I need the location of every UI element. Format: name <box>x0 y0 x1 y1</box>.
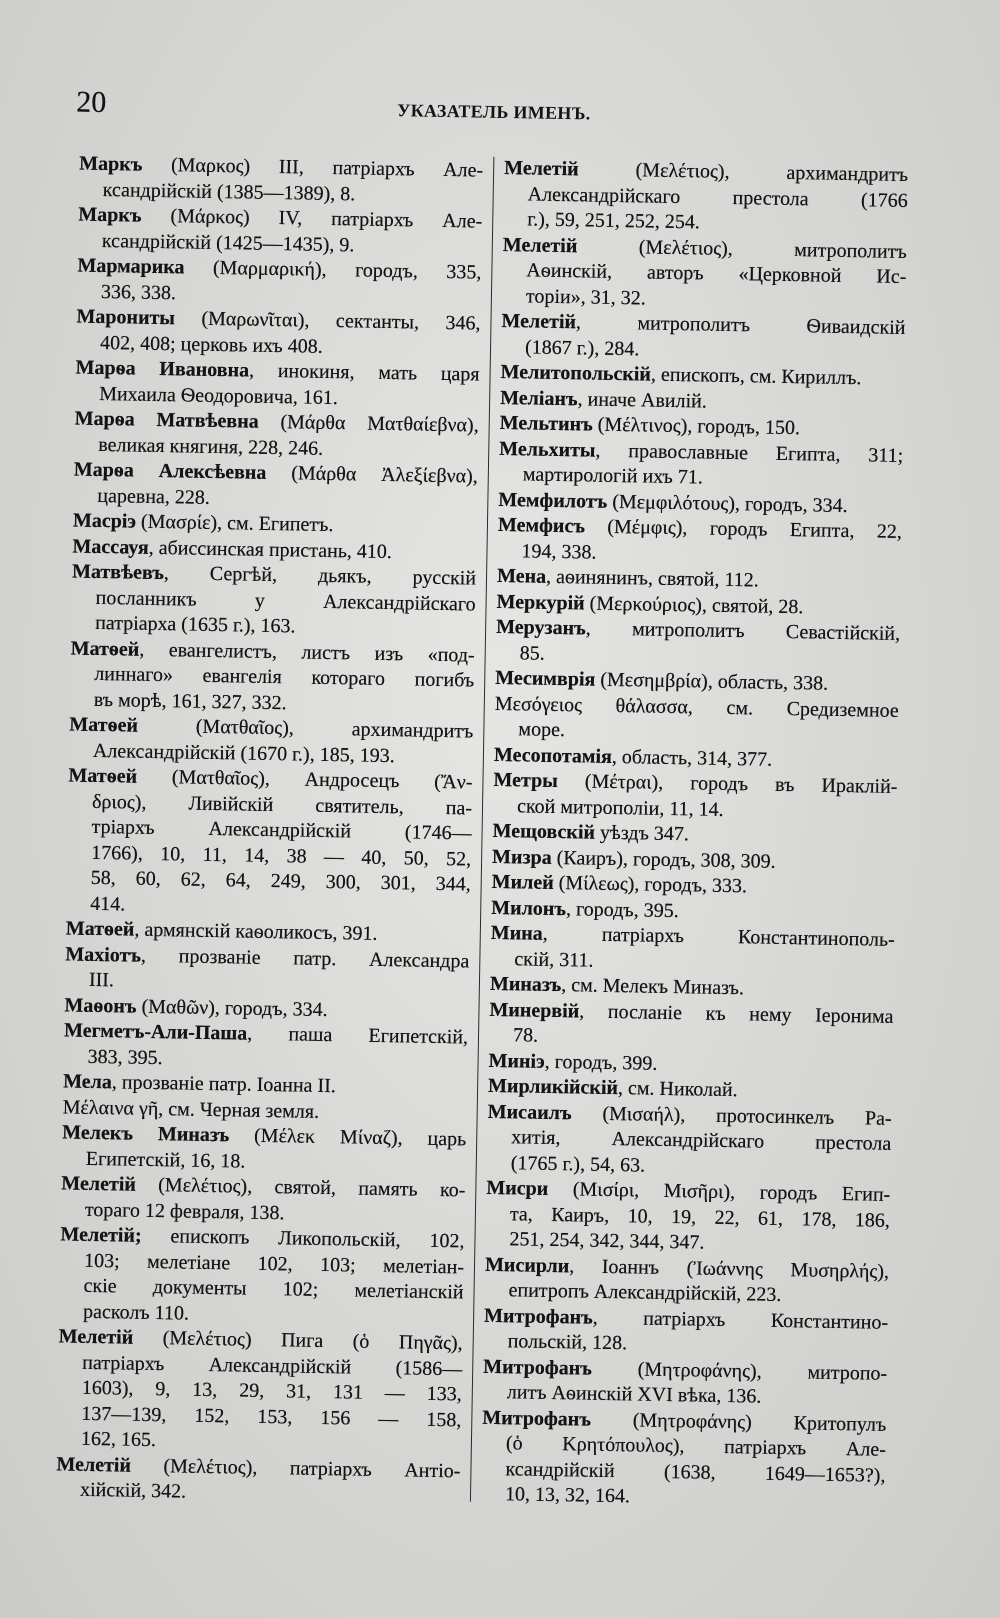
index-entry <box>483 1354 888 1412</box>
entry-continuation-line: та, Каиръ, 10, 19, 22, 61, 178, 186, <box>509 1202 891 1232</box>
entry-text: , паша Египетскій, <box>247 1022 469 1049</box>
running-head: УКАЗАТЕЛЬ ИМЕНЪ. <box>397 100 591 124</box>
entry-text: , Сергѣй, дьякъ, русскій <box>163 562 477 590</box>
entry-headword: Месопотамія <box>493 743 613 768</box>
index-entry <box>497 513 902 571</box>
index-entry <box>56 1452 461 1510</box>
entry-continuation-line: линнаго» евангелія котораго погибъ <box>94 662 475 692</box>
entry-continuation-line: 162, 165. <box>80 1427 157 1452</box>
entry-continuation-line: торіи», 31, 32. <box>525 284 646 309</box>
entry-continuation-line: (1867 г.), 284. <box>524 335 640 360</box>
entry-continuation-line: царевна, 228. <box>97 484 211 509</box>
entry-text: (Ματθαῖος), архимандритъ <box>137 714 474 743</box>
entry-headword: Матѳей <box>65 917 135 941</box>
entry-text: , Іоаннъ (Ἰωάννης Μυσηρλής), <box>569 1254 890 1283</box>
entry-text: (Μελέτιος), святой, память ко- <box>135 1173 466 1202</box>
entry-text: , аѳинянинъ, святой, 112. <box>545 565 759 592</box>
entry-continuation-line: ской митрополіи, 11, 14. <box>516 794 724 821</box>
entry-text: (Μέλεκ Μίναζ), царь <box>229 1124 467 1151</box>
entry-text: (Μελέτιος), архимандритъ <box>578 158 909 187</box>
index-entry <box>71 559 476 643</box>
entry-continuation-line: (ὁ Κρητόπουλος), патріархъ Але- <box>505 1432 887 1461</box>
entry-continuation-line: Александрійскій (1670 г.), 185, 193. <box>92 739 395 767</box>
entry-headword: Мена <box>496 564 547 588</box>
index-entry <box>501 309 906 367</box>
entry-headword: Мисаилъ <box>487 1100 572 1124</box>
entry-headword: Минервій <box>489 998 580 1022</box>
entry-headword: Метры <box>493 768 558 793</box>
entry-continuation-line: скій, 311. <box>514 947 594 972</box>
entry-headword: Марѳа Ивановна <box>75 356 250 382</box>
entry-headword: Миназъ <box>489 972 562 997</box>
entry-headword: Мерузанъ <box>495 615 586 640</box>
entry-continuation-line: великая княгиня, 228, 246. <box>98 433 324 460</box>
index-entry <box>76 305 481 363</box>
entry-continuation-line: Аѳинскій, авторъ «Церковной Ис- <box>526 259 907 289</box>
entry-continuation-line: Михаила Ѳеодоровича, 161. <box>98 382 339 409</box>
index-column-right <box>481 156 909 1514</box>
entry-continuation-line: хитія, Александрійскаго престола <box>511 1126 892 1155</box>
entry-text: , епископъ, см. Кириллъ. <box>650 363 862 390</box>
entry-continuation-line: въ морѣ, 161, 327, 332. <box>93 688 287 714</box>
entry-continuation-line: хійскій, 342. <box>79 1478 187 1503</box>
entry-headword: Миніэ <box>488 1049 545 1073</box>
index-entry <box>61 1171 466 1229</box>
entry-continuation-line: ксандрійскій (1385—1389), 8. <box>102 178 356 205</box>
index-entry <box>66 763 473 923</box>
index-entry <box>78 203 483 261</box>
entry-headword: Марѳа Матвѣевна <box>74 407 259 433</box>
entry-continuation-line: 10, 13, 32, 164. <box>504 1483 631 1508</box>
index-entry <box>73 458 478 516</box>
index-entry <box>493 768 898 826</box>
entry-text: (Ματθαῖος), Андросецъ (Ἄν- <box>136 765 473 794</box>
entry-headword: Мелетій <box>61 1172 137 1196</box>
entry-continuation-line: III. <box>88 968 115 992</box>
entry-headword: Мисирли <box>484 1253 570 1277</box>
entry-text: , прозваніе патр. Александра <box>140 944 470 972</box>
entry-text: , городъ, 395. <box>565 897 679 922</box>
entry-headword: Массауя <box>72 535 149 559</box>
index-entry <box>62 1120 467 1178</box>
entry-headword: Мисри <box>486 1176 549 1200</box>
entry-text: (Μελέτιος) Пига (ὁ Πηγᾶς), <box>133 1326 463 1355</box>
entry-headword: Мелетій <box>501 309 577 334</box>
index-entry <box>481 1405 887 1514</box>
entry-continuation-line: ксандрійскій (1638, 1649—1653?), <box>505 1457 886 1487</box>
index-entry <box>77 254 482 312</box>
entry-text: , митрополитъ Севастійскій, <box>585 617 901 645</box>
entry-continuation-line: ксандрійскій (1425—1435), 9. <box>101 229 355 256</box>
entry-text: , митрополитъ Ѳиваидскій <box>575 311 906 340</box>
entry-continuation-line: тораго 12 февраля, 138. <box>84 1198 285 1224</box>
entry-text: , прозваніе патр. Іоанна II. <box>111 1071 337 1098</box>
entry-continuation-line: Александрійскаго престола (1766 <box>527 182 908 212</box>
entry-text: (Μελέτιος), патріархъ Антіо- <box>130 1454 461 1482</box>
entry-headword: Милей <box>491 870 554 894</box>
entry-continuation-line: море. <box>518 718 566 742</box>
entry-text: (Μητροφάνης) Критопулъ <box>590 1408 887 1436</box>
entry-headword: Мина <box>490 921 543 945</box>
entry-headword: Милонъ <box>491 896 567 920</box>
entry-headword: Мелитопольскій <box>500 360 652 386</box>
page-number: 20 <box>75 85 107 120</box>
entry-continuation-line: 103; мелетіане 102, 103; мелетіан- <box>83 1249 465 1278</box>
entry-continuation-line: Египетскій, 16, 18. <box>85 1147 246 1173</box>
entry-headword: Мелетій <box>503 156 579 181</box>
index-entry <box>502 232 907 316</box>
index-entry <box>487 1099 892 1183</box>
entry-text: Μέλαινα γῆ, см. Черная земля. <box>62 1095 320 1123</box>
entry-text: , иначе Авилій. <box>577 387 708 413</box>
entry-headword: Матѳей <box>70 636 140 661</box>
entry-text: , область, 314, 377. <box>611 745 773 771</box>
entry-headword: Матѳей <box>69 713 139 737</box>
entry-headword: Мемфилотъ <box>498 488 608 513</box>
entry-text: (Μέτραι), городъ въ Ираклій- <box>557 770 898 798</box>
entry-continuation-line: 251, 254, 342, 344, 347. <box>509 1228 705 1254</box>
entry-headword: Матѳей <box>68 764 138 788</box>
entry-headword: Меліанъ <box>499 386 578 410</box>
index-entry <box>485 1176 890 1260</box>
index-entry <box>494 691 899 749</box>
entry-headword: Маркъ <box>78 203 142 227</box>
entry-text: (Μαρμαρική), городъ, 335, <box>184 256 482 284</box>
entry-continuation-line: 1766), 10, 11, 14, 38 — 40, 50, 52, <box>90 841 472 871</box>
entry-headword: Мизра <box>491 845 552 869</box>
entry-headword: Марѳа Алексѣевна <box>73 458 267 484</box>
entry-text: , городъ, 399. <box>544 1050 658 1075</box>
entry-continuation-line: 85. <box>519 641 545 665</box>
entry-continuation-line: тріархъ Александрійскій (1746— <box>91 815 472 845</box>
entry-text: (Μελέτιος), митрополитъ <box>577 234 907 263</box>
entry-headword: Мела <box>62 1070 113 1094</box>
index-entry <box>69 712 474 770</box>
index-entry <box>63 1018 468 1076</box>
entry-continuation-line: польскій, 128. <box>507 1330 628 1355</box>
entry-text: , патріархъ Константинополь- <box>542 922 895 951</box>
entry-text: , инокиня, мать царя <box>248 359 480 386</box>
entry-text: (Μασρίε), см. Египетъ. <box>135 510 334 537</box>
entry-headword: Митрофанъ <box>483 1304 593 1329</box>
entry-continuation-line: 1603), 9, 13, 29, 31, 131 — 133, <box>81 1376 462 1406</box>
entry-text: (Μερκούριος), святой, 28. <box>584 591 804 618</box>
entry-headword: Мелекъ Миназъ <box>62 1121 230 1147</box>
index-entry <box>59 1222 465 1331</box>
entry-continuation-line: г.), 59, 251, 252, 254. <box>527 208 701 234</box>
index-entry <box>499 436 904 494</box>
entry-continuation-line: (1765 г.), 54, 63. <box>510 1151 646 1177</box>
entry-text: (Μαθῶν), городъ, 334. <box>136 995 328 1021</box>
entry-headword: Мегметъ-Али-Паша <box>63 1019 248 1045</box>
index-entry <box>75 356 480 414</box>
entry-headword: Матвѣевъ <box>71 560 165 585</box>
entry-text: , см. Мелекъ Миназъ. <box>561 974 745 1000</box>
entry-text: (Μισίρι, Μισῆρι), городъ Егип- <box>548 1177 891 1206</box>
entry-continuation-line: δριος), Ливійскій святитель, па- <box>91 790 473 820</box>
index-entry <box>65 942 470 1000</box>
entry-text: (Μέλτινος), городъ, 150. <box>592 413 801 440</box>
entry-headword: Маркъ <box>79 152 143 176</box>
entry-continuation-line: 137—139, 152, 153, 156 — 158, <box>81 1402 462 1431</box>
index-entry <box>74 407 479 465</box>
entry-headword: Митрофанъ <box>483 1355 593 1380</box>
entry-continuation-line: 78. <box>512 1024 539 1047</box>
entry-headword: Мемфисъ <box>497 513 586 538</box>
entry-text: (Μαρκος) III, патріархъ Але- <box>142 153 484 182</box>
index-entry <box>57 1324 463 1459</box>
entry-text: епископъ Ликопольскій, 102, <box>141 1224 465 1253</box>
entry-headword: Меркурій <box>496 590 585 614</box>
entry-text: (Μέμφις), городъ Египта, 22, <box>584 515 903 543</box>
index-entry <box>484 1252 889 1310</box>
entry-text: (Μάρθα Ἀλεξίεβνα), <box>266 461 478 488</box>
entry-headword: Маѳонъ <box>64 993 137 1018</box>
entry-continuation-line: 402, 408; церковь ихъ 408. <box>99 331 323 358</box>
entry-headword: Мирликійскій <box>487 1074 619 1100</box>
entry-text: Μεσόγειος θάλασσα, см. Средиземное <box>494 692 899 722</box>
entry-headword: Мармарика <box>77 254 185 279</box>
entry-headword: Махіотъ <box>65 942 142 967</box>
entry-headword: Мельхиты <box>499 437 596 462</box>
entry-text: , патріархъ Константино- <box>592 1306 889 1334</box>
entry-continuation-line: мартирологій ихъ 71. <box>522 463 704 489</box>
entry-text: , православные Египта, 311; <box>595 439 904 467</box>
entry-continuation-line: 58, 60, 62, 64, 249, 300, 301, 344, <box>90 866 471 896</box>
entry-text: (Μίλεως), городъ, 333. <box>553 871 748 898</box>
entry-continuation-line: 414. <box>90 892 126 915</box>
entry-text: (Μεμφιλότους), городъ, 334. <box>607 490 848 517</box>
entry-text: уѣздъ 347. <box>594 821 690 846</box>
entry-headword: Масріэ <box>72 509 137 533</box>
entry-headword: Мелетій <box>502 233 578 257</box>
index-column-left <box>56 152 484 1510</box>
entry-headword: Мелетій <box>56 1452 132 1477</box>
entry-headword: Митрофанъ <box>482 1406 592 1431</box>
entry-text: (Μαρωνῖται), сектанты, 346, <box>174 307 481 335</box>
entry-continuation-line: 336, 338. <box>100 280 177 304</box>
entry-continuation-line: 194, 338. <box>521 539 597 564</box>
entry-continuation-line: 383, 395. <box>87 1045 163 1069</box>
index-entry <box>495 615 900 673</box>
entry-text: (Μεσημβρία), область, 338. <box>595 668 829 695</box>
entry-text: , евангелистъ, листъ изъ «под- <box>139 638 475 667</box>
entry-continuation-line: патріархъ Александрійскій (1586— <box>82 1351 463 1380</box>
entry-headword: Месимврія <box>495 666 596 691</box>
entry-continuation-line: посланникъ у Александрійскаго <box>95 586 476 616</box>
index-entry <box>483 1303 888 1361</box>
entry-text: , абиссинская пристань, 410. <box>148 536 393 563</box>
entry-text: (Μάρθα Ματθαίεβνα), <box>258 410 479 437</box>
entry-headword: Мещовскій <box>492 819 596 844</box>
entry-text: (Μητροφάνης), митропо- <box>591 1357 888 1385</box>
index-entry <box>489 997 894 1055</box>
entry-headword: Мельтинъ <box>499 411 593 436</box>
index-entry <box>490 921 895 979</box>
entry-continuation-line: патріарха (1635 г.), 163. <box>94 611 296 638</box>
entry-continuation-line: епитропъ Александрійскій, 223. <box>508 1279 782 1306</box>
entry-continuation-line: литъ Аѳинскій XVI вѣка, 136. <box>506 1381 762 1408</box>
index-entry <box>70 636 475 720</box>
entry-headword: Мелетій <box>58 1325 134 1349</box>
entry-text: , см. Николай. <box>617 1077 738 1102</box>
entry-headword: Мелетій; <box>60 1223 142 1247</box>
entry-text: , посланіе къ нему Іеронима <box>579 999 894 1028</box>
entry-text: (Μισαήλ), протосинкелъ Ра- <box>571 1101 892 1130</box>
index-entry <box>503 156 908 240</box>
entry-continuation-line: скіе документы 102; мелетіанскій <box>83 1274 464 1304</box>
entry-continuation-line: расколъ 110. <box>82 1300 190 1325</box>
index-entry <box>79 152 484 210</box>
entry-headword: Марониты <box>76 305 176 330</box>
entry-text: , армянскій каѳоликосъ, 391. <box>134 918 378 945</box>
entry-text: (Μάρκος) IV, патріархъ Але- <box>141 204 483 233</box>
entry-text: (Каиръ), городъ, 308, 309. <box>551 846 776 873</box>
